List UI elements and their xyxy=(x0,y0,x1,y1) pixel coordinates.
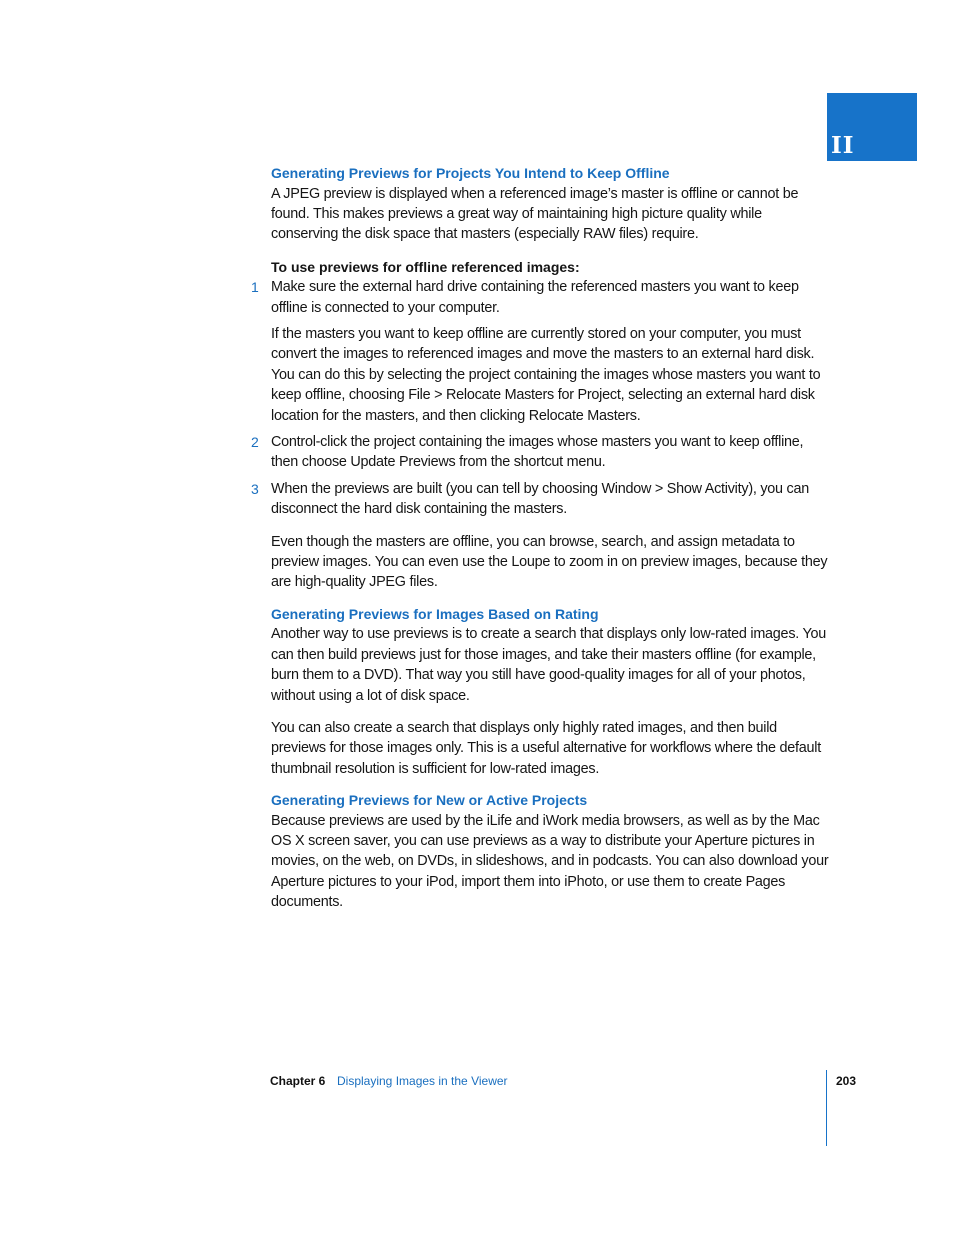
new-projects-paragraph-1: Because previews are used by the iLife and iWork media browsers, as well as by the Mac OS X screen saver, you can use previews as a way to distribute your Aperture pictures in movies, on the web, on DVDs, in slideshows, and in podcasts. You can also download your Aperture pictures to your iPod, import them into iPhoto, or use them to create Pages documents. xyxy=(271,812,829,911)
rating-paragraph-2: You can also create a search that displays only highly rated images, and then build previews for those images only. This is a useful alternative for workflows where the default thumbnail resolution is sufficient for low-rated images. xyxy=(271,719,821,777)
section-heading-rating: Generating Previews for Images Based on Rating xyxy=(271,605,599,622)
step-3 xyxy=(251,479,831,520)
step-1-note: If the masters you want to keep offline are currently stored on your computer, you must convert the images to referenced images and move the masters to an external hard disk. You can do this by selecting the project containing the images whose masters you want to keep offline, choosing File > Relocate Masters for Project, selecting an external hard disk location for the masters, and then clicking Relocate Masters. xyxy=(271,325,821,424)
offline-paragraph-1: A JPEG preview is displayed when a referenced image’s master is offline or cannot be found. This makes previews a great way of maintaining high picture quality while conserving the disk space that masters (especially RAW files) require. xyxy=(271,185,799,243)
task-title: To use previews for offline referenced images: xyxy=(271,258,580,275)
step-3-text: When the previews are built (you can tell by choosing Window > Show Activity), you can disconnect the hard disk containing the masters. xyxy=(271,480,810,518)
step-1 xyxy=(251,277,831,426)
section-heading-offline: Generating Previews for Projects You Intend to Keep Offline xyxy=(271,165,670,181)
page-content xyxy=(251,163,831,913)
footer-chapter-title: Displaying Images in the Viewer xyxy=(337,1074,508,1088)
footer-chapter: Chapter 6 xyxy=(270,1074,326,1088)
offline-paragraph-2: Even though the masters are offline, you can browse, search, and assign metadata to preview images. You can even use the Loupe to zoom in on preview images, because they are high-quality JPEG files. xyxy=(271,533,828,591)
page-number: 203 xyxy=(836,1074,857,1088)
rating-paragraph-1: Another way to use previews is to create a search that displays only low-rated images. You can then build previews just for those images, and take their masters offline (for example, burn them to a DVD). That way you still have good-quality images for all of your photos, without using a lot of disk space. xyxy=(271,626,827,704)
section-heading-new-projects: Generating Previews for New or Active Projects xyxy=(271,792,588,809)
step-2-text: Control-click the project containing the images whose masters you want to keep offline, then choose Update Previews from the shortcut menu. xyxy=(271,433,804,471)
step-1-text: Make sure the external hard drive containing the referenced masters you want to keep offline is connected to your computer. xyxy=(271,279,799,316)
step-2-number: 2 xyxy=(251,433,259,450)
step-3-number: 3 xyxy=(251,480,259,497)
step-1-number: 1 xyxy=(251,279,259,296)
part-tab-label: II xyxy=(831,132,855,159)
footer-divider xyxy=(826,1070,827,1146)
step-2 xyxy=(251,432,831,473)
